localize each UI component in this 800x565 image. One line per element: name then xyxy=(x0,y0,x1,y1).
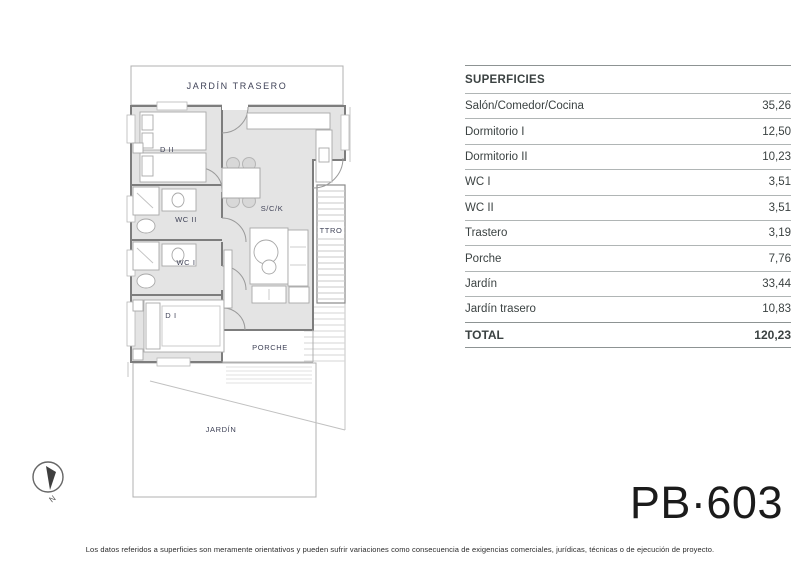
nightstand-icon xyxy=(133,300,143,311)
row-label: Salón/Comedor/Cocina xyxy=(465,100,584,113)
row-value: 10,23 xyxy=(762,150,791,163)
surfaces-title: SUPERFICIES xyxy=(465,73,545,86)
nightstand-icon xyxy=(133,349,143,360)
table-row xyxy=(465,245,791,270)
table-row xyxy=(465,169,791,194)
table-row xyxy=(465,271,791,296)
row-label: Dormitorio II xyxy=(465,150,528,163)
row-label: Dormitorio I xyxy=(465,125,525,138)
sink-icon xyxy=(137,274,155,288)
row-label: WC II xyxy=(465,201,494,214)
trastero-label: TTRO xyxy=(319,226,343,235)
jardin-trasero-area xyxy=(131,66,343,105)
row-label: Trastero xyxy=(465,227,508,240)
wc1-label: WC I xyxy=(176,258,196,267)
row-label: Jardín trasero xyxy=(465,303,536,316)
trastero-area xyxy=(317,185,345,303)
sheet-code: PB·603 xyxy=(629,477,783,528)
row-value: 10,83 xyxy=(762,303,791,316)
row-value: 35,26 xyxy=(762,100,791,113)
row-value: 3,51 xyxy=(768,201,791,214)
table-row xyxy=(465,296,791,321)
table-row xyxy=(465,220,791,245)
d2-label: D II xyxy=(159,145,175,154)
surfaces-table-header xyxy=(465,66,791,93)
wc2-label: WC II xyxy=(175,215,197,224)
living-group xyxy=(250,228,309,303)
table-row xyxy=(465,144,791,169)
jardin-label: JARDÍN xyxy=(205,425,237,434)
porch-steps-hatch xyxy=(226,367,312,383)
table-row xyxy=(465,93,791,118)
table-row xyxy=(465,118,791,143)
side-table-icon xyxy=(262,260,276,274)
row-value: 3,19 xyxy=(768,227,791,240)
d1-label: D I xyxy=(165,311,177,320)
total-value: 120,23 xyxy=(754,327,791,342)
table-icon xyxy=(222,168,260,198)
nightstand-icon xyxy=(133,143,143,153)
row-value: 33,44 xyxy=(762,277,791,290)
porch-area xyxy=(222,330,313,362)
porche-label: PORCHE xyxy=(252,343,288,352)
compass-icon xyxy=(33,462,63,504)
cupboard-icon xyxy=(224,250,232,308)
row-label: Jardín xyxy=(465,277,497,290)
total-label: TOTAL xyxy=(465,327,504,342)
counter-icon xyxy=(316,130,332,182)
sofa-icon xyxy=(288,230,308,286)
sink-icon xyxy=(137,219,155,233)
row-value: 7,76 xyxy=(768,252,791,265)
disclaimer-text: Los datos referidos a superficies son meramente orientativos y pueden sufrir variaciones como consecuencia de exigencias comerciales, jurídicas, técnicas o de ejecución de proyecto. xyxy=(85,545,715,554)
bedroom-d1 xyxy=(133,300,224,360)
row-value: 12,50 xyxy=(762,125,791,138)
surfaces-table xyxy=(465,65,791,348)
row-label: WC I xyxy=(465,176,491,189)
table-row xyxy=(465,195,791,220)
jardin-trasero-label: JARDÍN TRASERO xyxy=(186,81,288,91)
row-value: 3,51 xyxy=(768,176,791,189)
counter-icon xyxy=(247,113,330,129)
compass-n-label: N xyxy=(47,493,58,505)
table-total-row xyxy=(465,322,791,347)
sck-label: S/C/K xyxy=(260,204,284,213)
row-label: Porche xyxy=(465,252,502,265)
